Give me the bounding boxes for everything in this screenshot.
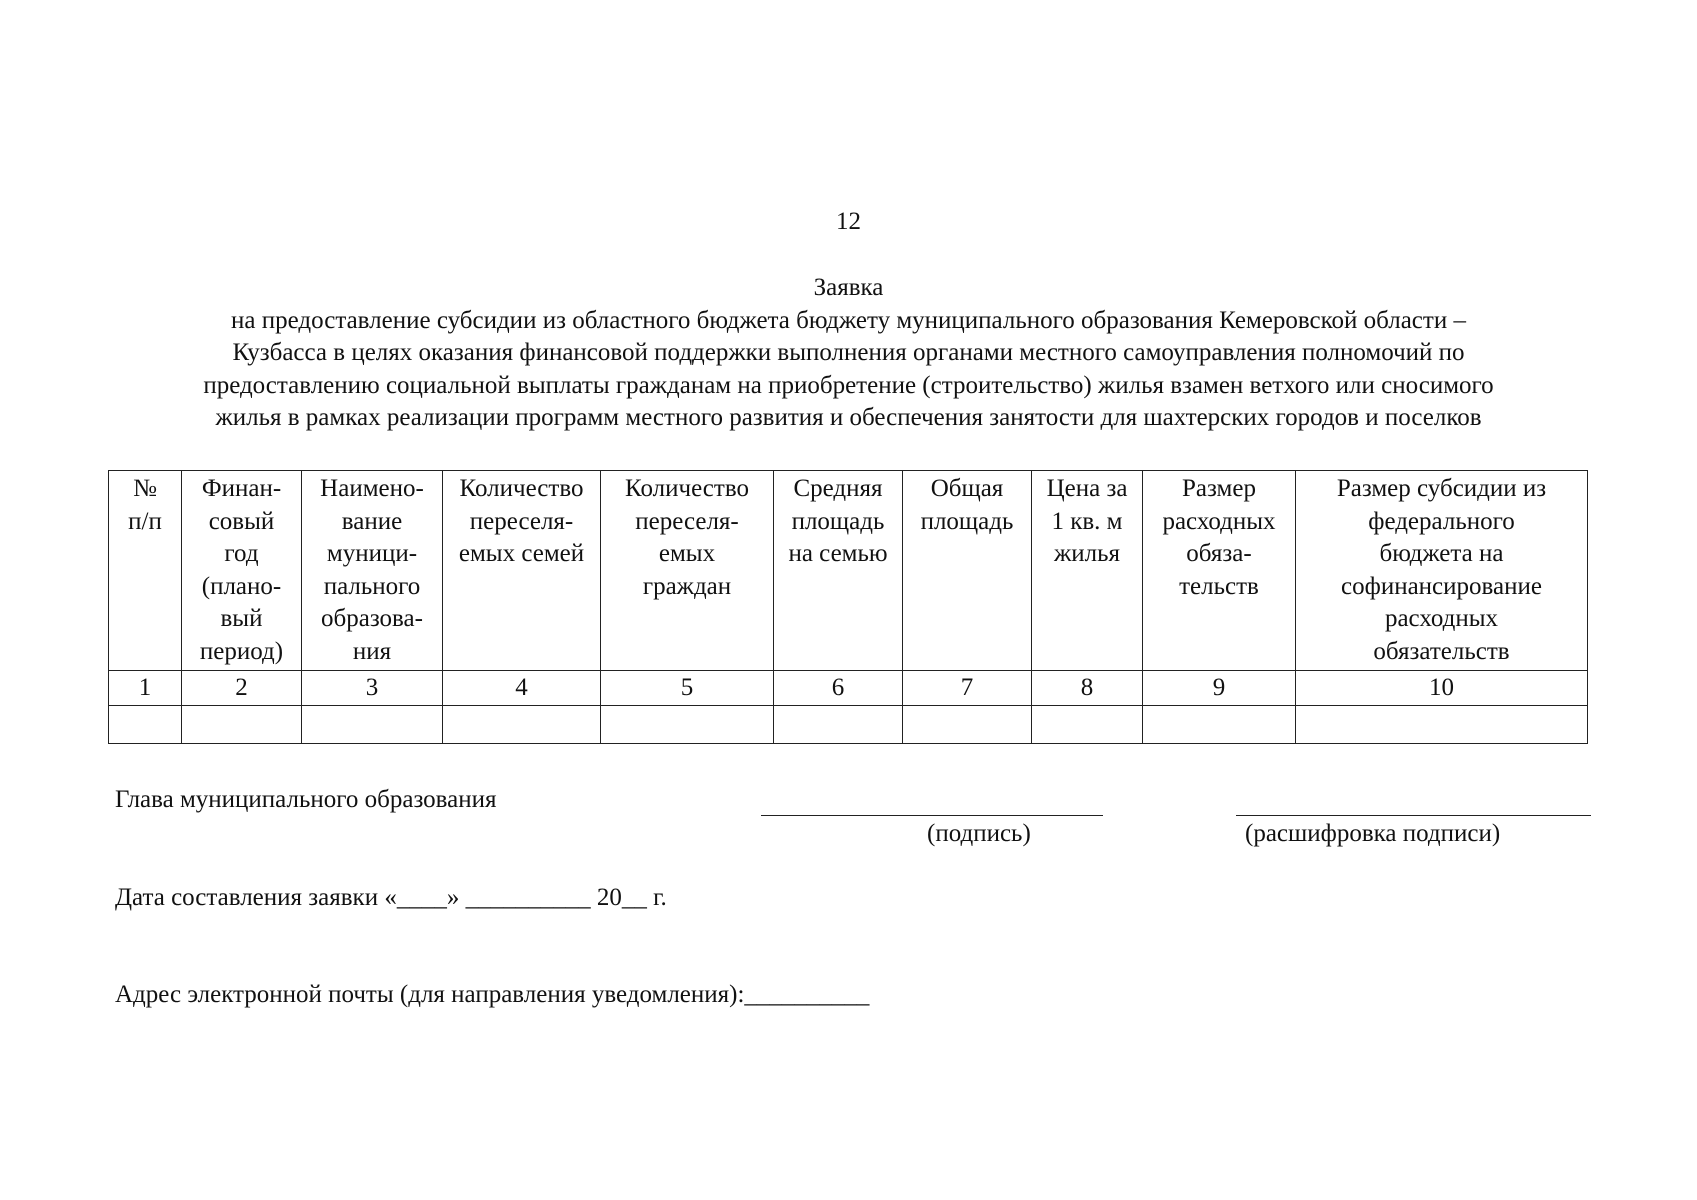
empty-cell (443, 706, 601, 744)
empty-cell (109, 706, 182, 744)
page-number: 12 (836, 208, 861, 235)
empty-cell (774, 706, 903, 744)
header-cell: Размер расходных обяза- тельств (1143, 471, 1296, 671)
title-line-1: на предоставление субсидии из областного бюджета бюджету муниципального образования Кемеровской области – (231, 306, 1466, 334)
column-number-cell: 4 (443, 671, 601, 706)
empty-cell (601, 706, 774, 744)
signature-decoding-line (1236, 815, 1591, 816)
table-header-row (109, 471, 1588, 671)
empty-data-row (109, 706, 1588, 744)
header-cell: Размер субсидии из федерального бюджета на софинансирование расходных обязательств (1296, 471, 1588, 671)
header-cell: № п/п (109, 471, 182, 671)
empty-cell (302, 706, 443, 744)
application-date-line: Дата составления заявки «____» __________ 20__ г. (115, 884, 667, 911)
column-number-cell: 10 (1296, 671, 1588, 706)
empty-cell (182, 706, 302, 744)
signature-caption: (подпись) (927, 820, 1031, 847)
signature-decoding-caption: (расшифровка подписи) (1245, 820, 1501, 847)
signature-line (761, 815, 1103, 816)
header-cell: Финан- совый год (плано- вый период) (182, 471, 302, 671)
column-number-cell: 8 (1032, 671, 1143, 706)
column-number-row (109, 671, 1588, 706)
column-number-cell: 6 (774, 671, 903, 706)
title-line-2: Кузбасса в целях оказания финансовой поддержки выполнения органами местного самоуправления полномочий по (232, 339, 1465, 366)
column-number-cell: 1 (109, 671, 182, 706)
empty-cell (1032, 706, 1143, 744)
empty-cell (1143, 706, 1296, 744)
empty-cell (903, 706, 1032, 744)
header-cell: Наимено- вание муници- пального образова- ния (302, 471, 443, 671)
column-number-cell: 2 (182, 671, 302, 706)
empty-cell (1296, 706, 1588, 744)
header-cell: Цена за 1 кв. м жилья (1032, 471, 1143, 671)
title-heading: Заявка (813, 274, 884, 301)
column-number-cell: 9 (1143, 671, 1296, 706)
email-address-line: Адрес электронной почты (для направления уведомления):__________ (115, 981, 870, 1008)
header-cell: Общая площадь (903, 471, 1032, 671)
column-number-cell: 5 (601, 671, 774, 706)
title-line-3: предоставлению социальной выплаты гражданам на приобретение (строительство) жилья взамен ветхого или сносимого (203, 371, 1494, 399)
header-cell: Количество переселя- емых семей (443, 471, 601, 671)
column-number-cell: 7 (903, 671, 1032, 706)
document-title (100, 272, 1597, 435)
header-cell: Количество переселя- емых граждан (601, 471, 774, 671)
title-line-4: жилья в рамках реализации программ местного развития и обеспечения занятости для шахтерских городов и поселков (215, 404, 1482, 431)
header-cell: Средняя площадь на семью (774, 471, 903, 671)
application-table (108, 470, 1588, 744)
column-number-cell: 3 (302, 671, 443, 706)
head-of-municipality-label: Глава муниципального образования (115, 786, 497, 813)
